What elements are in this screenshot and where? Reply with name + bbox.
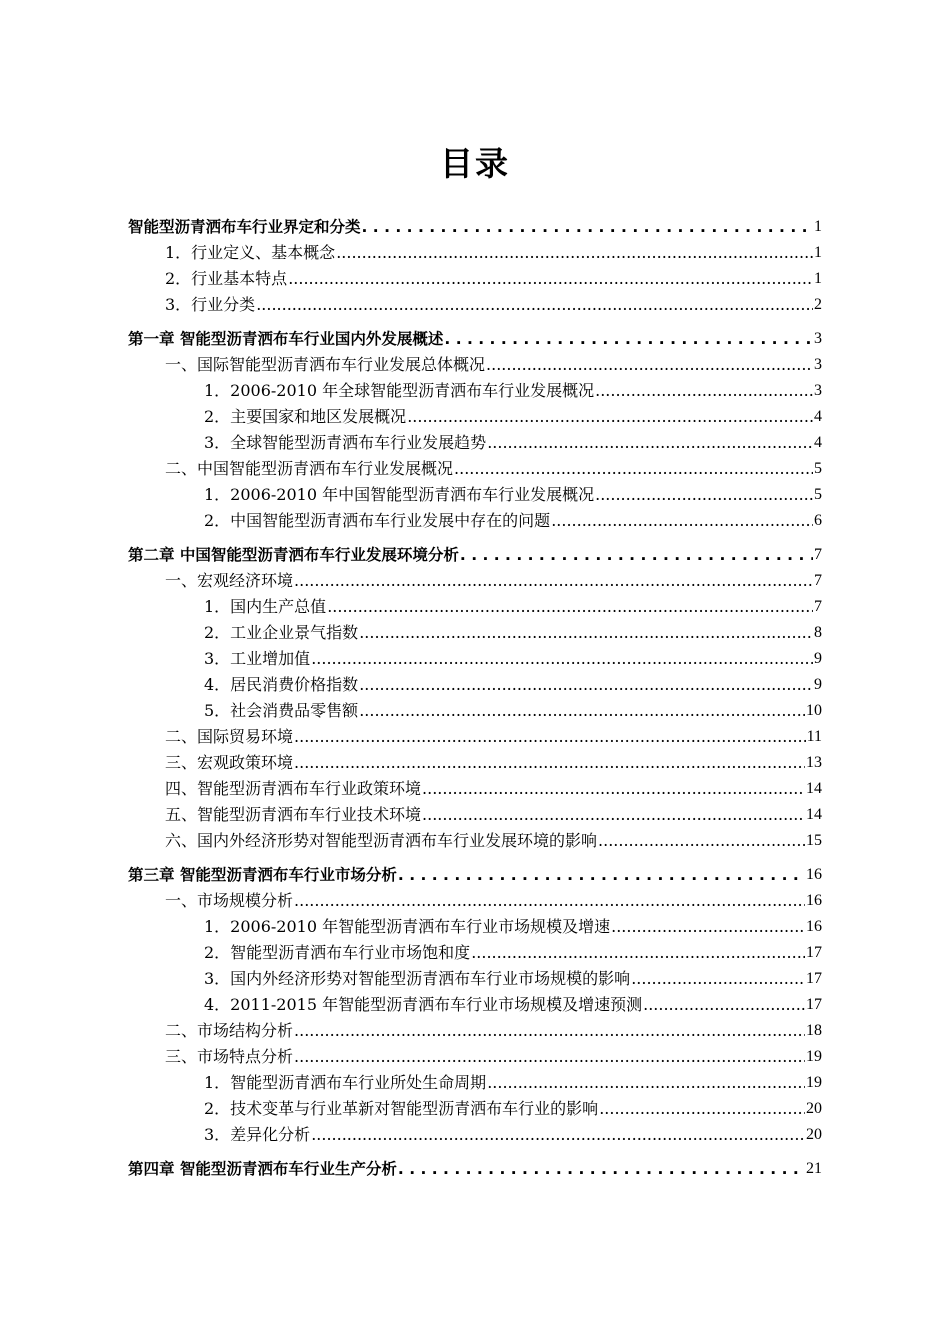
- toc-entry[interactable]: [128, 505, 822, 531]
- toc-entry[interactable]: [128, 695, 822, 721]
- toc-entry[interactable]: [128, 1067, 822, 1093]
- toc-entry[interactable]: [128, 643, 822, 669]
- toc-entry-label: 第二章 中国智能型沥青洒布车行业发展环境分析: [128, 546, 459, 564]
- toc-chapter-entry[interactable]: [128, 211, 822, 237]
- toc-entry[interactable]: [128, 669, 822, 695]
- toc-dot-leader: [311, 649, 813, 669]
- toc-entry[interactable]: [128, 911, 822, 937]
- toc-dot-leader: [598, 831, 805, 851]
- toc-entry[interactable]: [128, 591, 822, 617]
- toc-entry-label: 五、智能型沥青洒布车行业技术环境: [165, 805, 422, 824]
- toc-page-number: 16: [806, 918, 822, 935]
- toc-entry-label: 2．主要国家和地区发展概况: [204, 407, 407, 426]
- toc-entry-label: 二、市场结构分析: [165, 1021, 294, 1040]
- toc-entry-label: 1．智能型沥青洒布车行业所处生命周期: [204, 1073, 487, 1092]
- toc-dot-leader: [599, 1099, 805, 1119]
- toc-entry[interactable]: [128, 747, 822, 773]
- toc-page-number: 16: [806, 892, 822, 909]
- toc-entry[interactable]: [128, 401, 822, 427]
- toc-entry-label: 第四章 智能型沥青洒布车行业生产分析: [128, 1160, 397, 1178]
- toc-entry-label: 二、中国智能型沥青洒布车行业发展概况: [165, 459, 454, 478]
- toc-entry[interactable]: [128, 617, 822, 643]
- toc-entry-label: 一、宏观经济环境: [165, 571, 294, 590]
- toc-entry-label: 3．差异化分析: [204, 1125, 311, 1144]
- toc-entry-label: 2．工业企业景气指数: [204, 623, 359, 642]
- toc-dot-leader: [327, 597, 813, 617]
- toc-dot-leader: [487, 1073, 805, 1093]
- toc-entry-label: 2．技术变革与行业革新对智能型沥青洒布车行业的影响: [204, 1099, 599, 1118]
- toc-dot-leader: [398, 1159, 805, 1179]
- page-title: 目录: [440, 144, 510, 183]
- toc-page-number: 7: [814, 598, 822, 615]
- toc-dot-leader: [643, 995, 805, 1015]
- toc-entry[interactable]: [128, 963, 822, 989]
- toc-dot-leader: [487, 433, 813, 453]
- toc-entry[interactable]: [128, 1041, 822, 1067]
- toc-entry-label: 3．工业增加值: [204, 649, 311, 668]
- toc-page-number: 15: [806, 832, 822, 849]
- toc-entry-label: 二、国际贸易环境: [165, 727, 294, 746]
- toc-page-number: 16: [806, 866, 822, 883]
- table-of-contents: [128, 211, 822, 1179]
- toc-entry-label: 四、智能型沥青洒布车行业政策环境: [165, 779, 422, 798]
- toc-dot-leader: [311, 1125, 805, 1145]
- toc-page-number: 7: [814, 546, 822, 563]
- toc-page-number: 6: [814, 512, 822, 529]
- toc-entry[interactable]: [128, 989, 822, 1015]
- toc-dot-leader: [471, 943, 805, 963]
- toc-dot-leader: [336, 243, 813, 263]
- toc-dot-leader: [422, 805, 805, 825]
- toc-dot-leader: [407, 407, 813, 427]
- toc-entry[interactable]: [128, 263, 822, 289]
- toc-entry-label: 4．2011-2015 年智能型沥青洒布车行业市场规模及增速预测: [204, 995, 643, 1014]
- toc-entry[interactable]: [128, 721, 822, 747]
- toc-page-number: 10: [806, 702, 822, 719]
- toc-dot-leader: [444, 329, 813, 349]
- toc-page-number: 7: [814, 572, 822, 589]
- toc-page-number: 20: [806, 1126, 822, 1143]
- toc-page-number: 2: [814, 296, 822, 313]
- toc-entry[interactable]: [128, 453, 822, 479]
- toc-dot-leader: [359, 675, 813, 695]
- toc-entry-label: 1．2006-2010 年全球智能型沥青洒布车行业发展概况: [204, 381, 595, 400]
- toc-entry-label: 1．2006-2010 年中国智能型沥青洒布车行业发展概况: [204, 485, 595, 504]
- toc-page-number: 1: [814, 244, 822, 261]
- toc-entry[interactable]: [128, 289, 822, 315]
- toc-entry-label: 2．行业基本特点: [165, 269, 288, 288]
- toc-entry[interactable]: [128, 565, 822, 591]
- toc-entry[interactable]: [128, 937, 822, 963]
- toc-page-number: 1: [814, 270, 822, 287]
- toc-entry-label: 4．居民消费价格指数: [204, 675, 359, 694]
- toc-entry-label: 第三章 智能型沥青洒布车行业市场分析: [128, 866, 397, 884]
- toc-page-number: 4: [814, 408, 822, 425]
- toc-page-number: 14: [806, 780, 822, 797]
- toc-dot-leader: [294, 891, 805, 911]
- toc-entry[interactable]: [128, 825, 822, 851]
- toc-entry-label: 三、宏观政策环境: [165, 753, 294, 772]
- toc-entry-label: 3．国内外经济形势对智能型沥青洒布车行业市场规模的影响: [204, 969, 631, 988]
- toc-dot-leader: [288, 269, 813, 289]
- toc-dot-leader: [294, 1021, 805, 1041]
- toc-page-number: 13: [806, 754, 822, 771]
- toc-entry-label: 一、国际智能型沥青洒布车行业发展总体概况: [165, 355, 486, 374]
- toc-page-number: 11: [806, 728, 822, 745]
- toc-entry[interactable]: [128, 427, 822, 453]
- toc-dot-leader: [454, 459, 813, 479]
- toc-dot-leader: [486, 355, 813, 375]
- toc-dot-leader: [631, 969, 805, 989]
- toc-dot-leader: [294, 753, 805, 773]
- toc-entry-label: 2．中国智能型沥青洒布车行业发展中存在的问题: [204, 511, 551, 530]
- toc-entry[interactable]: [128, 1119, 822, 1145]
- toc-entry[interactable]: [128, 349, 822, 375]
- toc-dot-leader: [422, 779, 805, 799]
- toc-entry-label: 5．社会消费品零售额: [204, 701, 359, 720]
- toc-page-number: 3: [814, 330, 822, 347]
- toc-page-number: 19: [806, 1074, 822, 1091]
- toc-dot-leader: [294, 571, 813, 591]
- toc-page-number: 9: [814, 650, 822, 667]
- toc-dot-leader: [359, 623, 813, 643]
- toc-dot-leader: [595, 485, 813, 505]
- toc-dot-leader: [611, 917, 805, 937]
- toc-entry[interactable]: [128, 1093, 822, 1119]
- toc-page-number: 9: [814, 676, 822, 693]
- toc-dot-leader: [294, 1047, 805, 1067]
- toc-entry-label: 一、市场规模分析: [165, 891, 294, 910]
- toc-page-number: 1: [814, 218, 822, 235]
- toc-dot-leader: [359, 701, 805, 721]
- toc-entry-label: 1．国内生产总值: [204, 597, 327, 616]
- toc-page-number: 4: [814, 434, 822, 451]
- toc-dot-leader: [595, 381, 813, 401]
- toc-entry-label: 2．智能型沥青洒布车行业市场饱和度: [204, 943, 471, 962]
- toc-page-number: 17: [806, 970, 822, 987]
- toc-dot-leader: [294, 727, 806, 747]
- toc-dot-leader: [460, 545, 813, 565]
- toc-dot-leader: [256, 295, 813, 315]
- toc-entry[interactable]: [128, 1015, 822, 1041]
- toc-page-number: 3: [814, 382, 822, 399]
- toc-entry[interactable]: [128, 885, 822, 911]
- toc-page-number: 19: [806, 1048, 822, 1065]
- toc-page-number: 5: [814, 486, 822, 503]
- toc-entry-label: 智能型沥青洒布车行业界定和分类: [128, 218, 361, 236]
- toc-entry[interactable]: [128, 799, 822, 825]
- toc-chapter-entry[interactable]: [128, 323, 822, 349]
- toc-entry[interactable]: [128, 237, 822, 263]
- toc-entry-label: 六、国内外经济形势对智能型沥青洒布车行业发展环境的影响: [165, 831, 598, 850]
- toc-page-number: 17: [806, 944, 822, 961]
- toc-page-number: 20: [806, 1100, 822, 1117]
- toc-entry-label: 1．行业定义、基本概念: [165, 243, 336, 262]
- toc-chapter-entry[interactable]: [128, 859, 822, 885]
- toc-entry-label: 三、市场特点分析: [165, 1047, 294, 1066]
- toc-page-number: 14: [806, 806, 822, 823]
- toc-entry[interactable]: [128, 479, 822, 505]
- toc-chapter-entry[interactable]: [128, 539, 822, 565]
- toc-page-number: 5: [814, 460, 822, 477]
- toc-chapter-entry[interactable]: [128, 1153, 822, 1179]
- toc-dot-leader: [362, 217, 813, 237]
- toc-page-number: 8: [814, 624, 822, 641]
- toc-page-number: 17: [806, 996, 822, 1013]
- toc-page-number: 21: [806, 1160, 822, 1177]
- toc-entry-label: 第一章 智能型沥青洒布车行业国内外发展概述: [128, 330, 444, 348]
- toc-entry-label: 3．行业分类: [165, 295, 256, 314]
- toc-dot-leader: [398, 865, 805, 885]
- toc-entry-label: 3．全球智能型沥青洒布车行业发展趋势: [204, 433, 487, 452]
- toc-page-number: 18: [806, 1022, 822, 1039]
- toc-page-number: 3: [814, 356, 822, 373]
- toc-entry[interactable]: [128, 375, 822, 401]
- toc-dot-leader: [551, 511, 813, 531]
- toc-entry-label: 1．2006-2010 年智能型沥青洒布车行业市场规模及增速: [204, 917, 611, 936]
- toc-entry[interactable]: [128, 773, 822, 799]
